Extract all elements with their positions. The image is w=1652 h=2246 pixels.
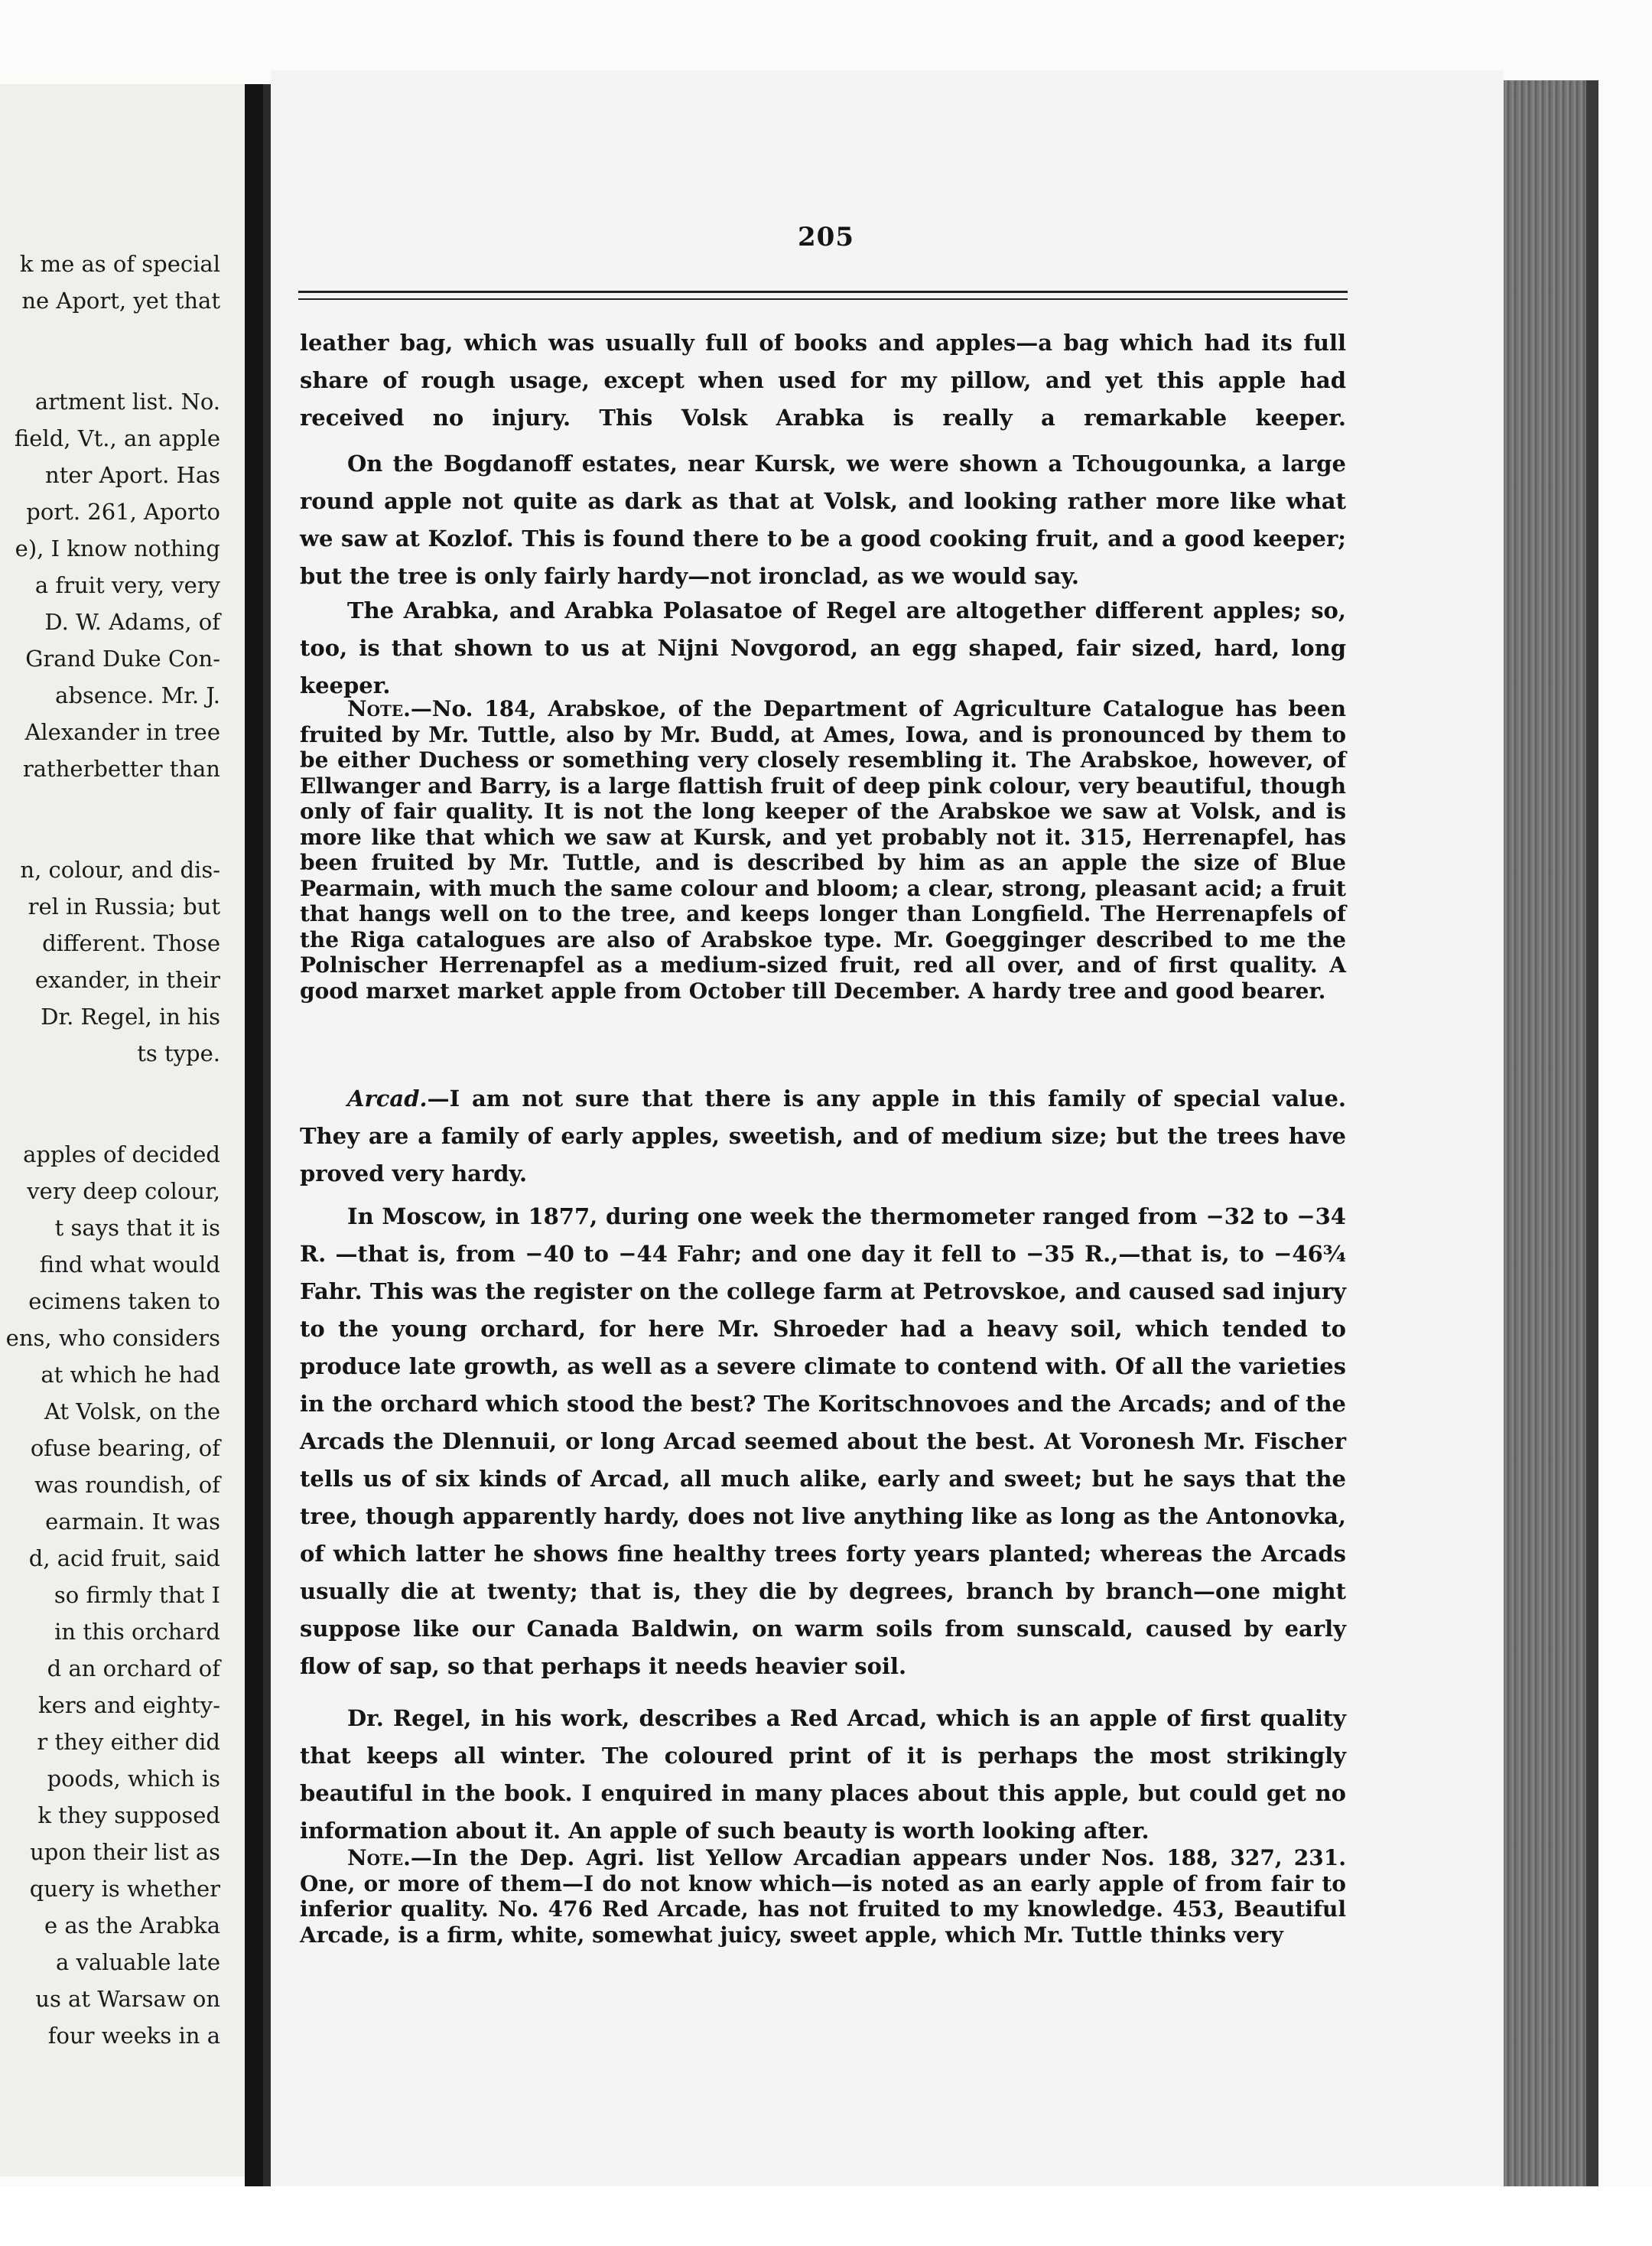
note-2: Note.—In the Dep. Agri. list Yellow Arcadian appears under Nos. 188, 327, 231. One, or more of them—I do not know which—is noted as an early apple of from fair to inferior quality. No. 476 Red Arcade, has not fruited to my knowledge. 453, Beautiful Arcade, is a firm, white, somewhat juicy, sweet apple, which Mr. Tuttle thinks very	[300, 1845, 1346, 1948]
paragraph-moscow: In Moscow, in 1877, during one week the thermometer ranged from −32 to −34 R. —that is, from −40 to −44 Fahr; and one day it fell to −35 R.,—that is, to −46¾ Fahr. This was the register on the college farm at Petrovskoe, and caused sad injury to the young orchard, for here Mr. Shroeder had a heavy soil, which tended to produce late growth, as well as a severe climate to contend with. Of all the varieties in the orchard which stood the best? The Koritschnovoes and the Arcads; and of the Arcads the Dlennuii, or long Arcad seemed about the best. At Voronesh Mr. Fischer tells us of six kinds of Arcad, all much alike, early and sweet; but he says that the tree, though apparently hardy, does not live anything like as long as the Antonovka, of which latter he shows fine healthy trees forty years planted; whereas the Arcads usually die at twenty; that is, they die by degrees, branch by branch—one might suppose like our Canada Baldwin, on warm soils from sunscald, caused by early flow of sap, so that perhaps it needs heavier soil.	[300, 1203, 1346, 1679]
page-number: 205	[798, 222, 854, 252]
paragraph-3: The Arabka, and Arabka Polasatoe of Regel are altogether different apples; so, too, is that shown to us at Nijni Novgorod, an egg shaped, fair sized, hard, long keeper.	[300, 597, 1346, 698]
cover-edge	[1586, 80, 1598, 2192]
left-page-line: absence. Mr. J.	[55, 682, 220, 708]
left-page-line: t says that it is	[54, 1215, 220, 1241]
left-page-line: e), I know nothing	[15, 535, 220, 562]
left-page-line: e as the Arabka	[44, 1912, 220, 1938]
left-page-line: so firmly that I	[54, 1582, 220, 1608]
left-page-line: four weeks in a	[47, 2023, 220, 2049]
left-page-line: artment list. No.	[34, 389, 220, 415]
left-page-line: find what would	[39, 1252, 220, 1278]
header-rule-bottom	[298, 298, 1348, 300]
left-page-line: exander, in their	[34, 967, 220, 993]
left-page-line: ts type.	[137, 1040, 220, 1066]
book-gutter	[245, 84, 263, 2188]
left-page-line: kers and eighty-	[38, 1692, 220, 1718]
left-page-line: ne Aport, yet that	[21, 288, 220, 314]
paragraph-arcad: Arcad.—I am not sure that there is any apple in this family of special value. They are a family of early apples, sweetish, and of medium size; but the trees have proved very hardy.	[300, 1086, 1346, 1186]
note-1-label: Note.	[347, 696, 411, 721]
left-page-line: Grand Duke Con-	[25, 646, 220, 672]
left-page-line: was roundish, of	[34, 1472, 220, 1498]
bottom-margin	[0, 2186, 1652, 2246]
paragraph-1: leather bag, which was usually full of books and apples—a bag which had its full share of rough usage, except when used for my pillow, and yet this apple had received no injury. This Volsk Arabka is really a remarkable keeper.	[300, 330, 1346, 431]
left-page-line: in this orchard	[54, 1619, 220, 1645]
left-page-line: upon their list as	[30, 1839, 220, 1865]
left-page-line: rel in Russia; but	[28, 894, 220, 920]
header-rule-top	[298, 291, 1348, 293]
left-page-line: poods, which is	[47, 1766, 220, 1792]
left-page-line: ens, who considers	[5, 1325, 220, 1351]
arcad-heading: Arcad.	[347, 1086, 428, 1112]
note-1: Note.—No. 184, Arabskoe, of the Department of Agriculture Catalogue has been fruited by Mr. Tuttle, also by Mr. Budd, at Ames, Iowa, and is pronounced by them to be either Duchess or something very closely resembling it. The Arabskoe, however, of Ellwanger and Barry, is a large flattish fruit of deep pink colour, very beautiful, though only of fair quality. It is not the long keeper of the Arabskoe we saw at Volsk, and is more like that which we saw at Kursk, and yet probably not it. 315, Herrenapfel, has been fruited by Mr. Tuttle, and is described by him as an apple the size of Blue Pearmain, with much the same colour and bloom; a clear, strong, pleasant acid; a fruit that hangs well on to the tree, and keeps longer than Longfield. The Herrenapfels of the Riga catalogues are also of Arabskoe type. Mr. Goegginger described to me the Polnischer Herrenapfel as a medium-sized fruit, red all over, and of first quality. A good marxet market apple from October till December. A hardy tree and good bearer.	[300, 696, 1346, 1004]
left-page	[0, 84, 246, 2176]
page-edges	[1504, 80, 1586, 2192]
left-page-line: Dr. Regel, in his	[41, 1004, 220, 1030]
left-page-line: earmain. It was	[45, 1509, 220, 1535]
left-page-line: very deep colour,	[27, 1178, 220, 1204]
left-page-line: us at Warsaw on	[35, 1986, 220, 2012]
left-page-line: port. 261, Aporto	[26, 499, 220, 525]
left-page-line: a valuable late	[55, 1949, 220, 1975]
left-page-line: k me as of special	[19, 251, 220, 277]
left-page-line: r they either did	[37, 1729, 220, 1755]
left-page-line: nter Aport. Has	[45, 462, 220, 488]
left-page-line: D. W. Adams, of	[44, 609, 220, 635]
left-page-line: ecimens taken to	[28, 1288, 220, 1314]
left-page-line: At Volsk, on the	[44, 1398, 220, 1424]
left-page-line: at which he had	[41, 1362, 220, 1388]
left-page-line: d an orchard of	[47, 1655, 220, 1681]
left-page-line: query is whether	[29, 1876, 220, 1902]
paragraph-regel: Dr. Regel, in his work, describes a Red Arcad, which is an apple of first quality that keeps all winter. The coloured print of it is perhaps the most strikingly beautiful in the book. I enquired in many places about this apple, but could get no information about it. An apple of such beauty is worth looking after.	[300, 1705, 1346, 1844]
left-page-line: apples of decided	[23, 1141, 220, 1167]
left-page-line: d, acid fruit, said	[28, 1545, 220, 1571]
left-page-line: field, Vt., an apple	[14, 425, 220, 451]
book-gutter-edge	[263, 84, 271, 2188]
left-page-line: Alexander in tree	[24, 719, 220, 745]
note-2-label: Note.	[347, 1845, 411, 1870]
left-page-line: different. Those	[42, 930, 220, 956]
left-page-line: n, colour, and dis-	[20, 857, 220, 883]
left-page-line: k they supposed	[37, 1802, 220, 1828]
left-page-line: ratherbetter than	[22, 756, 220, 782]
left-page-line: ofuse bearing, of	[30, 1435, 220, 1461]
left-page-line: a fruit very, very	[34, 572, 220, 598]
paragraph-2: On the Bogdanoff estates, near Kursk, we were shown a Tchougounka, a large round apple not quite as dark as that at Volsk, and looking rather more like what we saw at Kozlof. This is found there to be a good cooking fruit, and a good keeper; but the tree is only fairly hardy—not ironclad, as we would say.	[300, 451, 1346, 589]
